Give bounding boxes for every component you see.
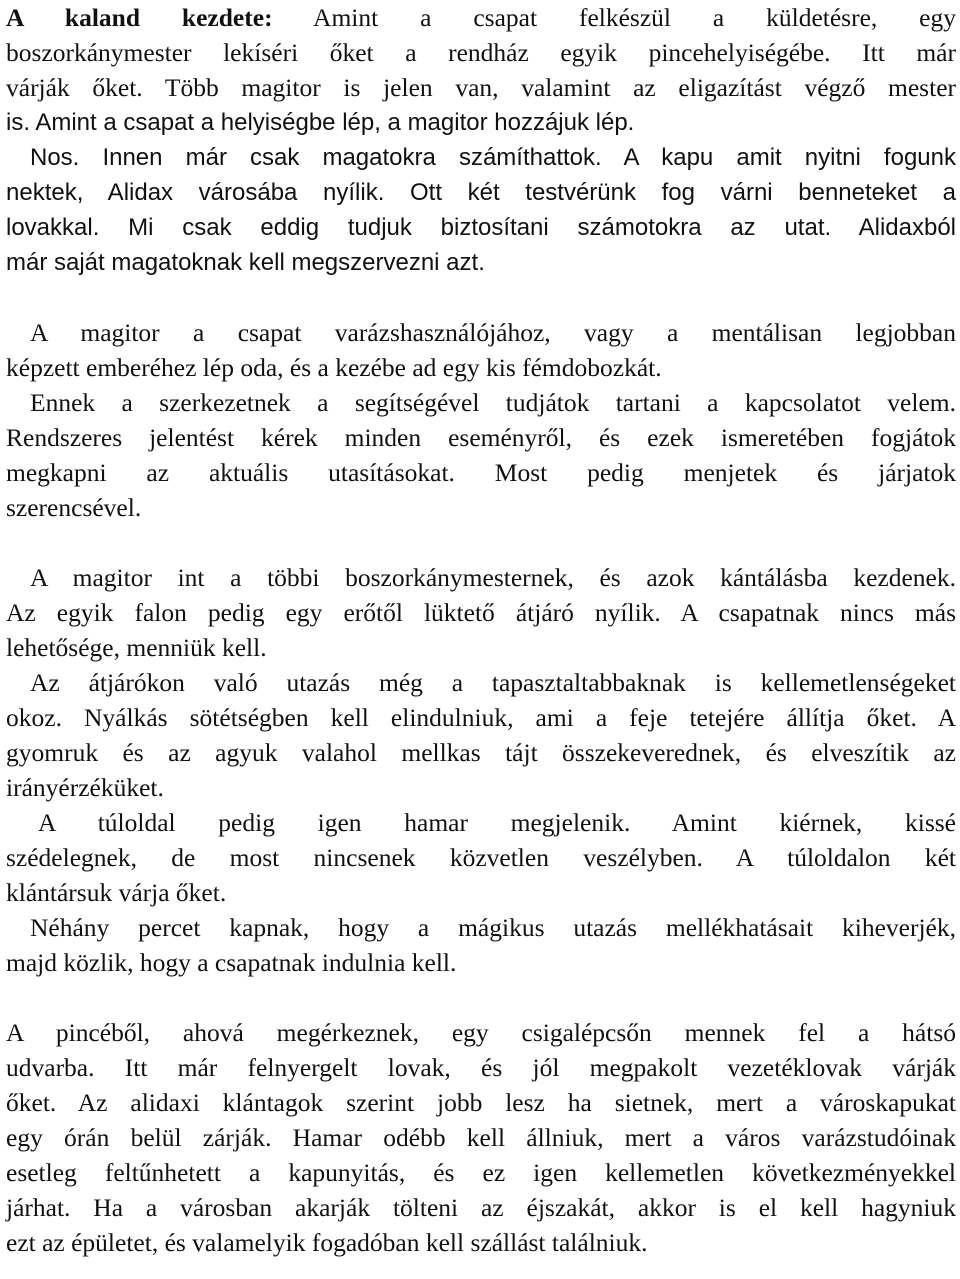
p3-line-5: okoz. Nyálkás sötétségben kell elindulniuk, ami a feje tetejére állítja őket. A — [6, 703, 956, 732]
intro-line-8: már saját magatoknak kell megszervezni azt. — [6, 249, 485, 276]
p2-line-3: Ennek a szerkezetnek a segítségével tudjátok tartani a kapcsolatot velem. — [30, 388, 956, 417]
p2-line-6: szerencsével. — [6, 493, 142, 522]
intro-heading: A kaland kezdete: — [6, 3, 273, 32]
paragraph-2 — [6, 315, 956, 525]
p2-line-2: képzett emberéhez lép oda, és a kezébe ad egy kis fémdobozkát. — [6, 353, 662, 382]
p4-line-1: A pincéből, ahová megérkeznek, egy csigalépcsőn mennek fel a hátsó — [6, 1018, 956, 1047]
p4-line-7: ezt az épületet, és valamelyik fogadóban kell szállást találniuk. — [6, 1228, 648, 1257]
p2-line-1: A magitor a csapat varázshasználójához, vagy a mentálisan legjobban — [30, 318, 956, 347]
intro-line-2: boszorkánymester lekíséri őket a rendház egyik pincehelyiségébe. Itt már — [6, 38, 956, 67]
p3-line-6: gyomruk és az agyuk valahol mellkas tájt összekeverednek, és elveszítik az — [6, 738, 956, 767]
p3-line-11: Néhány percet kapnak, hogy a mágikus utazás mellékhatásait kiheverjék, — [30, 913, 956, 942]
p3-line-9: szédelegnek, de most nincsenek közvetlen veszélyben. A túloldalon két — [6, 843, 956, 872]
intro-line-text: Amint a csapat felkészül a küldetésre, egy — [272, 3, 956, 32]
p3-line-8: A túloldal pedig igen hamar megjelenik. Amint kiérnek, kissé — [38, 808, 956, 837]
paragraph-4 — [6, 1015, 956, 1260]
p3-line-12: majd közlik, hogy a csapatnak indulnia kell. — [6, 948, 457, 977]
p3-line-1: A magitor int a többi boszorkánymesternek, és azok kántálásba kezdenek. — [30, 563, 956, 592]
p4-line-4: egy órán belül zárják. Hamar odébb kell állniuk, mert a város varázstudóinak — [6, 1123, 956, 1152]
spacer — [6, 280, 956, 315]
p4-line-5: esetleg feltűnhetett a kapunyitás, és ez igen kellemetlen következményekkel — [6, 1158, 956, 1187]
p3-line-3: lehetősége, menniük kell. — [6, 633, 267, 662]
p3-line-4: Az átjárókon való utazás még a tapasztaltabbaknak is kellemetlenségeket — [30, 668, 956, 697]
p3-line-2: Az egyik falon pedig egy erőtől lüktető átjáró nyílik. A csapatnak nincs más — [6, 598, 956, 627]
spacer — [6, 980, 956, 1015]
paragraph-3 — [6, 560, 956, 980]
intro-line-6: nektek, Alidax városába nyílik. Ott két testvérünk fog várni benneteket a — [6, 179, 956, 206]
intro-line-1 — [6, 0, 956, 35]
p3-line-10: klántársuk várja őket. — [6, 878, 227, 907]
p4-line-3: őket. Az alidaxi klántagok szerint jobb lesz ha sietnek, mert a városkapukat — [6, 1088, 956, 1117]
p3-line-7: irányérzéküket. — [6, 773, 164, 802]
intro-line-7: lovakkal. Mi csak eddig tudjuk biztosítani számotokra az utat. Alidaxból — [6, 214, 956, 241]
intro-paragraph — [6, 0, 956, 280]
p2-line-4: Rendszeres jelentést kérek minden eseményről, és ezek ismeretében fogjátok — [6, 423, 956, 452]
p4-line-2: udvarba. Itt már felnyergelt lovak, és jól megpakolt vezetéklovak várják — [6, 1053, 956, 1082]
p4-line-6: járhat. Ha a városban akarják tölteni az éjszakát, akkor is el kell hagyniuk — [6, 1193, 956, 1222]
spacer — [6, 525, 956, 560]
intro-line-5: Nos. Innen már csak magatokra számíthattok. A kapu amit nyitni fogunk — [30, 144, 956, 171]
p2-line-5: megkapni az aktuális utasításokat. Most pedig menjetek és járjatok — [6, 458, 956, 487]
intro-line-4: is. Amint a csapat a helyiségbe lép, a magitor hozzájuk lép. — [6, 109, 635, 136]
intro-line-3: várják őket. Több magitor is jelen van, valamint az eligazítást végző mester — [6, 73, 956, 102]
